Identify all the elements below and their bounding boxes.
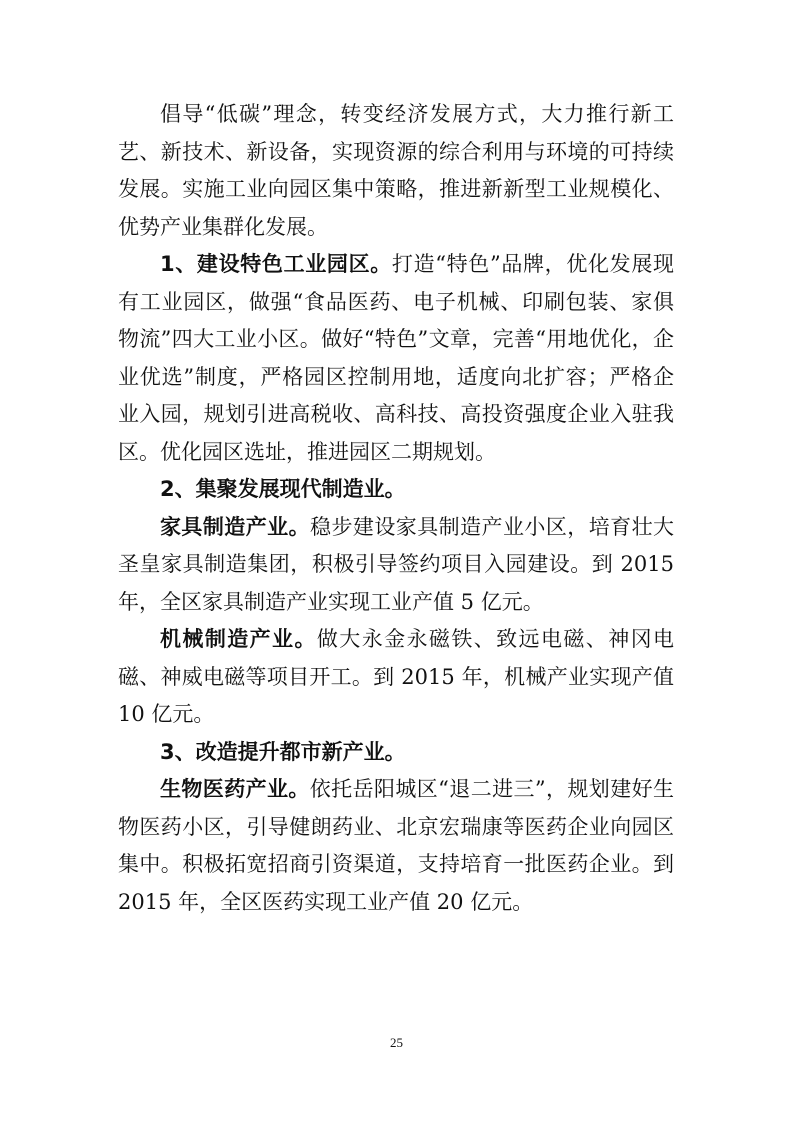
section-heading: 2、集聚发展现代制造业。: [160, 477, 406, 501]
page-number: 25: [390, 1035, 403, 1050]
paragraph-machinery: [118, 621, 674, 734]
section-heading: 3、改造提升都市新产业。: [160, 739, 406, 764]
paragraph-text: 依托岳阳城区“退二进三”，规划建好生物医药小区，引导健朗药业、北京宏瑞康等医药企业向园区集中。积极拓宽招商引资渠道，支持培育一批医药企业。到 2015 年，全区医药实现工业产值 20 亿元。: [118, 777, 674, 914]
paragraph-text: 做大永金永磁铁、致远电磁、神冈电磁、神威电磁等项目开工。到 2015 年，机械产业实现产值 10 亿元。: [118, 627, 675, 726]
paragraph-furniture: [118, 509, 674, 622]
paragraph-lead: 生物医药产业。: [160, 777, 310, 801]
section-heading: 1、建设特色工业园区。: [160, 252, 392, 276]
paragraph-biomedicine: [118, 771, 674, 921]
paragraph-lead: 机械制造产业。: [160, 627, 317, 651]
paragraph-urban-heading: [118, 734, 674, 772]
paragraph-manufacturing-heading: [118, 471, 674, 509]
paragraph-lead: 家具制造产业。: [160, 514, 311, 539]
paragraph-industrial-park: [118, 246, 674, 471]
paragraph-text: 倡导“低碳”理念，转变经济发展方式，大力推行新工艺、新技术、新设备，实现资源的综合利用与环境的可持续发展。实施工业向园区集中策略，推进新新型工业规模化、优势产业集群化发展。: [118, 102, 674, 239]
paragraph-text: 稳步建设家具制造产业小区，培育壮大圣皇家具制造集团，积极引导签约项目入园建设。到 2015年，全区家具制造产业实现工业产值 5 亿元。: [118, 514, 675, 614]
body-text: [118, 96, 674, 921]
paragraph-text: 打造“特色”品牌，优化发展现有工业园区，做强“食品医药、电子机械、印刷包装、家俱物流”四大工业小区。做好“特色”文章，完善“用地优化，企业优选”制度，严格园区控制用地，适度向北扩容；严格企业入园，规划引进高税收、高科技、高投资强度企业入驻我区。优化园区选址，推进园区二期规划。: [118, 252, 674, 464]
paragraph-intro: [118, 96, 674, 246]
